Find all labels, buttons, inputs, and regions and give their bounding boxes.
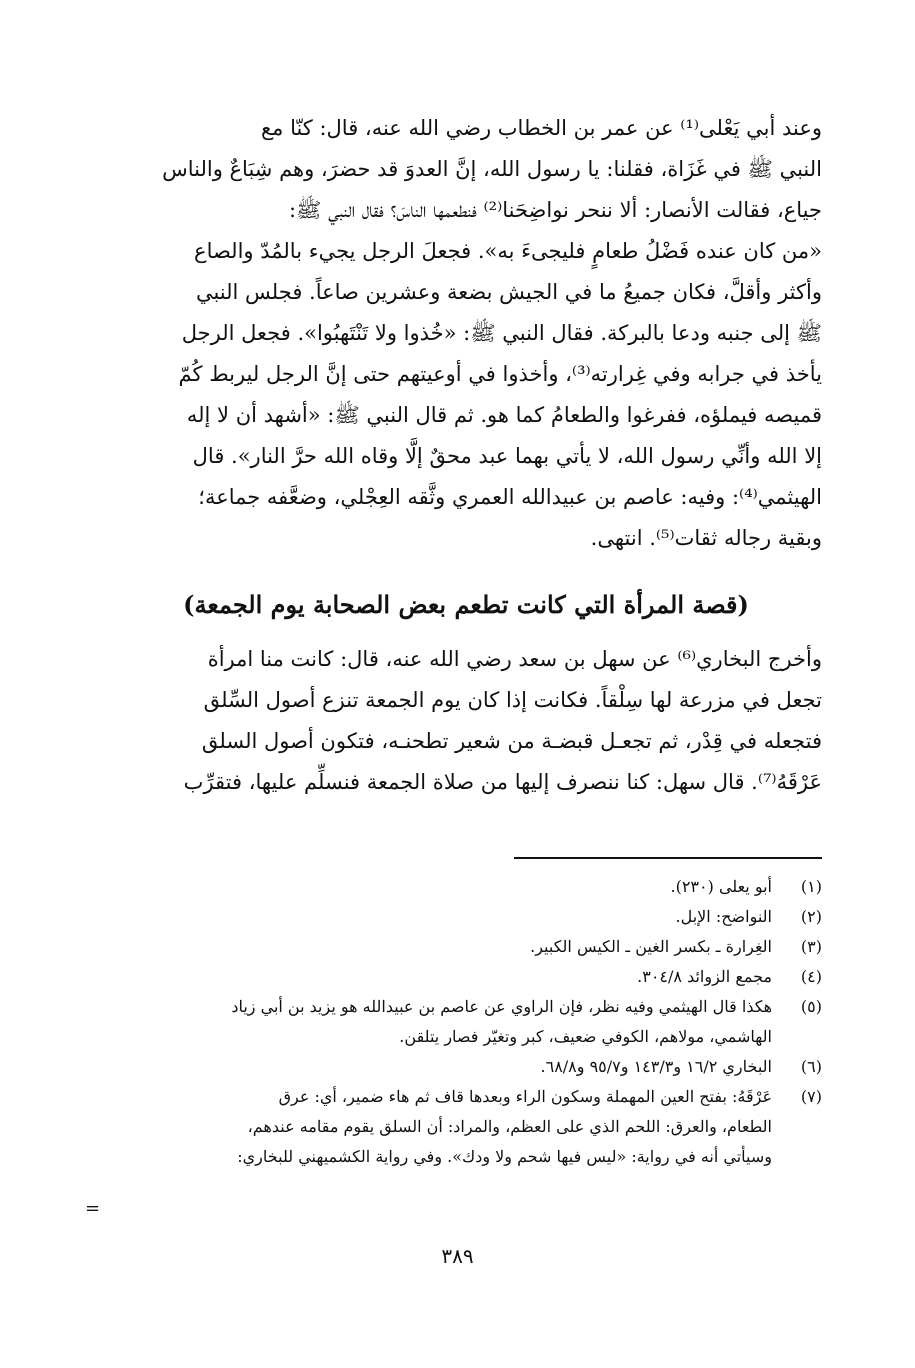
text-line: تجعل في مزرعة لها سِلْقاً. فكانت إذا كان يوم الجمعة تنزع أصول السِّلق <box>203 688 822 712</box>
continuation-mark: = <box>85 1198 101 1219</box>
footnote-text <box>110 872 772 902</box>
text-line: فتجعله في قِدْر، ثم تجعـل قبضـة من شعير تطحنـه، فتكون أصول السلق <box>201 729 822 753</box>
footnote <box>110 932 822 962</box>
footnote-text <box>110 902 772 932</box>
footnote-line: الطعام، والعرق: اللحم الذي على العظم، والمراد: أن السلق يقوم مقامه عندهم، <box>247 1117 772 1136</box>
text-line: «من كان عنده فَضْلُ طعامٍ فليجىءَ به». فجعلَ الرجل يجيء بالمُدّ والصاع <box>194 239 822 263</box>
footnote-line: مجمع الزوائد ٣٠٤/٨. <box>637 967 772 986</box>
text-line: وأكثر وأقلَّ، فكان جميعُ ما في الجيش بضعة وعشرين صاعاً. فجلس النبي <box>195 280 822 304</box>
footnote-number: (١) <box>800 877 822 896</box>
footnote-line: وسيأتي أنه في رواية: «ليس فيها شحم ولا ودك». وفي رواية الكشميهني للبخاري: <box>237 1147 772 1166</box>
footnote <box>110 902 822 932</box>
text-line: عَرْقَهُ⁽⁷⁾. قال سهل: كنا ننصرف إليها من صلاة الجمعة فنسلِّم عليها، فتقرِّب <box>183 770 822 794</box>
footnote-number: (٤) <box>800 967 822 986</box>
text-line: يأخذ في جرابه وفي غِرارته⁽³⁾، وأخذوا في أوعيتهم حتى إنَّ الرجل ليربط كُمّ <box>178 362 822 386</box>
footnote-line: الهاشمي، مولاهم، الكوفي ضعيف، كبر وتغيّر فصار يتلقن. <box>399 1027 772 1046</box>
footnote-line: أبو يعلى (٢٣٠). <box>670 877 772 896</box>
footnote-divider <box>514 857 822 859</box>
page-body <box>110 108 822 803</box>
section-heading: (قصة المرأة التي كانت تطعم بعض الصحابة يوم الجمعة) <box>183 590 749 619</box>
footnote-number: (٢) <box>800 907 822 926</box>
footnote <box>110 872 822 902</box>
footnote-text <box>110 932 772 962</box>
footnote-text <box>110 992 772 1052</box>
paragraph-2 <box>110 639 822 803</box>
footnote <box>110 962 822 992</box>
footnote-line: هكذا قال الهيثمي وفيه نظر، فإن الراوي عن عاصم بن عبيدالله هو يزيد بن أبي زياد <box>231 997 772 1016</box>
footnote <box>110 992 822 1052</box>
footnote-line: النواضح: الإبل. <box>675 907 772 926</box>
text-line: إلا الله وأنِّي رسول الله، لا يأتي بهما عبد محقٌ إلَّا وقاه الله حرَّ النار». قال <box>192 444 822 468</box>
footnotes <box>110 872 822 1172</box>
text-line: الهيثمي⁽⁴⁾: وفيه: عاصم بن عبيدالله العمري وثَّقه العِجْلي، وضعَّفه جماعة؛ <box>198 485 822 509</box>
paragraph-1 <box>110 108 822 559</box>
footnote-line: عَرْقَهُ: بفتح العين المهملة وسكون الراء وبعدها قاف ثم هاء ضمير، أي: عرق <box>278 1087 772 1106</box>
footnote-text <box>110 1052 772 1082</box>
text-line: وعند أبي يَعْلى⁽¹⁾ عن عمر بن الخطاب رضي الله عنه، قال: كنّا مع <box>260 116 822 140</box>
footnote-text <box>110 1082 772 1172</box>
footnote <box>110 1082 822 1172</box>
footnote-number: (٣) <box>800 937 822 956</box>
footnote <box>110 1052 822 1082</box>
footnote-number: (٦) <box>800 1057 822 1076</box>
footnote-number: (٧) <box>800 1087 822 1106</box>
text-line: ﷺ إلى جنبه ودعا بالبركة. فقال النبي ﷺ: «خُذوا ولا تَنْتَهبُوا». فجعل الرجل <box>181 321 822 345</box>
page-number: ٣٨٩ <box>441 1244 474 1268</box>
footnote-number: (٥) <box>800 997 822 1016</box>
footnote-line: البخاري ١٦/٢ و١٤٣/٣ و٩٥/٧ و٦٨/٨. <box>540 1057 772 1076</box>
text-line: النبي ﷺ في غَزَاة، فقلنا: يا رسول الله، إنَّ العدوَ قد حضرَ، وهم شِبَاعٌ والناس <box>162 157 822 181</box>
text-line: وأخرج البخاري⁽⁶⁾ عن سهل بن سعد رضي الله عنه، قال: كانت منا امرأة <box>207 647 822 671</box>
text-line: قميصه فيملؤه، ففرغوا والطعامُ كما هو. ثم قال النبي ﷺ: «أشهد أن لا إله <box>186 403 822 427</box>
footnote-text <box>110 962 772 992</box>
text-line: جياع، فقالت الأنصار: ألا ننحر نواضِحَنا⁽²⁾ فنطعمها الناسَ؟ فقال النبي ﷺ: <box>288 198 822 222</box>
text-line: وبقية رجاله ثقات⁽⁵⁾. انتهى. <box>590 526 822 550</box>
footnote-line: الغِرارة ـ بكسر الغين ـ الكيس الكبير. <box>530 937 772 956</box>
